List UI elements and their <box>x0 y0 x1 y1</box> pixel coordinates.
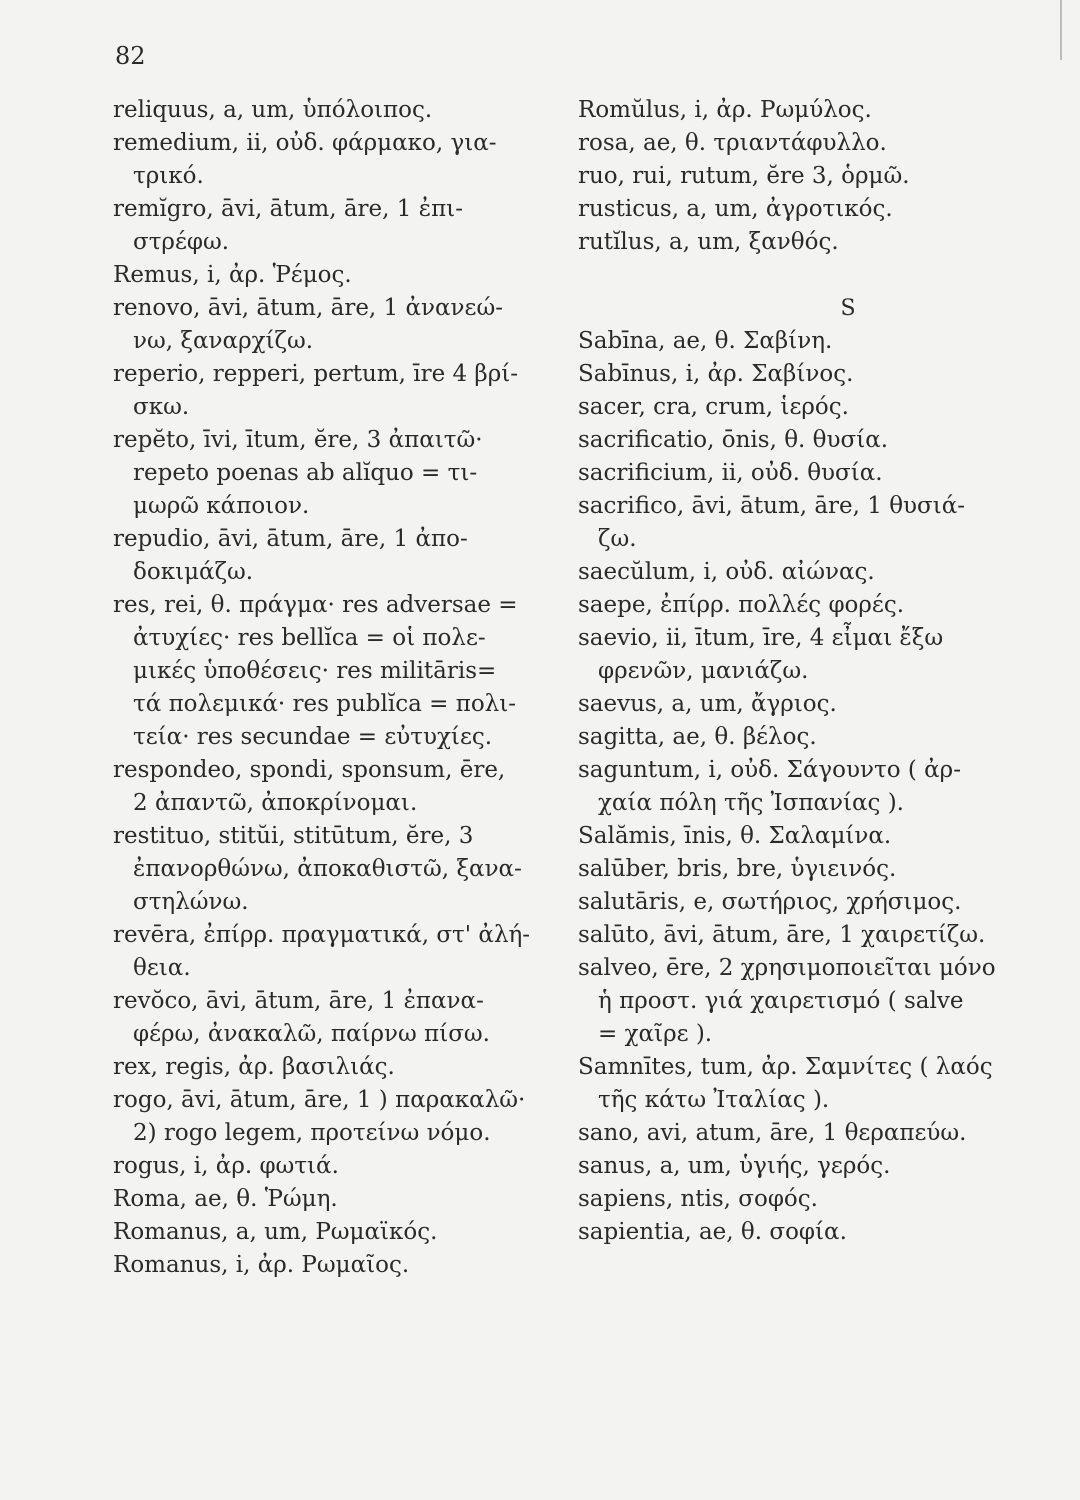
entry-continuation-line: μωρῶ κάποιον. <box>133 493 310 519</box>
entry-line: salutāris, e, σωτήριος, χρήσιμος. <box>578 889 962 915</box>
dictionary-entry <box>578 127 1008 160</box>
dictionary-entry <box>113 820 548 919</box>
entry-line: rutĭlus, a, um, ξανθός. <box>578 229 839 255</box>
entry-continuation-line: τρικό. <box>133 163 204 189</box>
entry-line: sacrificatio, ōnis, θ. θυσία. <box>578 427 889 453</box>
dictionary-entry <box>578 952 1008 1051</box>
dictionary-entry <box>578 226 1008 259</box>
dictionary-entry <box>113 424 548 523</box>
entry-continuation-line: repeto poenas ab alĭquo = τι- <box>133 460 478 486</box>
entry-continuation-line: τά πολεμικά· res publĭca = πολι- <box>133 691 517 717</box>
dictionary-entry <box>578 1183 1008 1216</box>
entry-continuation-line: ἡ προστ. γιά χαιρετισμό ( salve <box>598 988 964 1014</box>
entry-continuation-line: θεια. <box>133 955 191 981</box>
entry-line: saepe, ἐπίρρ. πολλές φορές. <box>578 592 905 618</box>
entry-line: salveo, ēre, 2 χρησιμοποιεῖται μόνο <box>578 955 996 981</box>
dictionary-entry <box>578 193 1008 226</box>
dictionary-entry <box>113 358 548 424</box>
dictionary-entry <box>578 589 1008 622</box>
entry-line: Salămis, īnis, θ. Σαλαμίνα. <box>578 823 892 849</box>
dictionary-entry <box>113 1183 548 1216</box>
entry-line: sacrifico, āvi, ātum, āre, 1 θυσιά- <box>578 493 966 519</box>
dictionary-entry <box>578 457 1008 490</box>
entry-continuation-line: τεία· res secundae = εὐτυχίες. <box>133 724 493 750</box>
dictionary-entry <box>113 589 548 754</box>
page-edge-line <box>1060 0 1062 60</box>
entry-line: reliquus, a, um, ὑπόλοιπος. <box>113 97 433 123</box>
entry-line: Sabīna, ae, θ. Σαβίνη. <box>578 328 833 354</box>
dictionary-entry <box>578 391 1008 424</box>
entry-line: reperio, repperi, pertum, īre 4 βρί- <box>113 361 519 387</box>
entry-line: rusticus, a, um, ἀγροτικός. <box>578 196 893 222</box>
entry-line: saevus, a, um, ἄγριος. <box>578 691 837 717</box>
dictionary-entry <box>578 556 1008 589</box>
dictionary-entry <box>113 1051 548 1084</box>
entry-line: repĕto, īvi, ītum, ĕre, 3 ἀπαιτῶ· <box>113 427 483 453</box>
entry-line: saevio, ii, ītum, īre, 4 εἶμαι ἔξω <box>578 625 944 651</box>
entry-continuation-line: φρενῶν, μανιάζω. <box>598 658 809 684</box>
entry-line: revēra, ἐπίρρ. πραγματικά, στ' ἀλή- <box>113 922 531 948</box>
entry-line: sano, avi, atum, āre, 1 θεραπεύω. <box>578 1120 967 1146</box>
dictionary-entry <box>113 1249 548 1282</box>
dictionary-entry <box>113 1216 548 1249</box>
entry-line: salūber, bris, bre, ὑγιεινός. <box>578 856 897 882</box>
entry-line: Romŭlus, i, ἀρ. Ρωμύλος. <box>578 97 872 123</box>
entry-line: sacer, cra, crum, ἱερός. <box>578 394 849 420</box>
dictionary-entry <box>113 193 548 259</box>
page-number: 82 <box>115 42 146 70</box>
entry-line: renovo, āvi, ātum, āre, 1 ἀνανεώ- <box>113 295 503 321</box>
dictionary-entry <box>578 919 1008 952</box>
entry-line: Roma, ae, θ. Ῥώμη. <box>113 1186 338 1212</box>
dictionary-entry <box>113 985 548 1051</box>
entry-continuation-line: ζω. <box>598 526 637 552</box>
entry-continuation-line: στηλώνω. <box>133 889 249 915</box>
dictionary-entry <box>578 424 1008 457</box>
entry-line: revŏco, āvi, ātum, āre, 1 ἐπανα- <box>113 988 484 1014</box>
left-column <box>113 94 548 1282</box>
entry-continuation-line: 2) rogo legem, προτείνω νόμο. <box>133 1120 491 1146</box>
entry-continuation-line: δοκιμάζω. <box>133 559 254 585</box>
entry-line: repudio, āvi, ātum, āre, 1 ἀπο- <box>113 526 468 552</box>
right-column-top-entries <box>578 94 1008 259</box>
section-spacer <box>578 259 1008 292</box>
entry-continuation-line: σκω. <box>133 394 190 420</box>
entry-continuation-line: ἐπανορθώνω, ἀποκαθιστῶ, ξανα- <box>133 856 522 882</box>
entry-line: salūto, āvi, ātum, āre, 1 χαιρετίζω. <box>578 922 986 948</box>
entry-line: saguntum, i, οὐδ. Σάγουντο ( ἀρ- <box>578 757 961 783</box>
entry-continuation-line: χαία πόλη τῆς Ἰσπανίας ). <box>598 790 904 816</box>
entry-line: Romanus, a, um, Ρωμαϊκός. <box>113 1219 438 1245</box>
entry-line: respondeo, spondi, sponsum, ēre, <box>113 757 506 783</box>
entry-continuation-line: τῆς κάτω Ἰταλίας ). <box>598 1087 830 1113</box>
entry-line: sapiens, ntis, σοφός. <box>578 1186 818 1212</box>
entry-line: rogus, i, ἀρ. φωτιά. <box>113 1153 339 1179</box>
dictionary-entry <box>578 1051 1008 1117</box>
dictionary-entry <box>113 754 548 820</box>
dictionary-entry <box>113 1084 548 1150</box>
entry-continuation-line: ἀτυχίες· res bellĭca = οἱ πολε- <box>133 625 486 651</box>
entry-continuation-line: 2 ἀπαντῶ, ἀποκρίνομαι. <box>133 790 418 816</box>
right-column <box>578 94 1008 1249</box>
entry-continuation-line: νω, ξαναρχίζω. <box>133 328 314 354</box>
dictionary-entry <box>113 292 548 358</box>
entry-line: Romanus, i, ἀρ. Ρωμαῖος. <box>113 1252 410 1278</box>
dictionary-entry <box>578 886 1008 919</box>
dictionary-entry <box>113 259 548 292</box>
dictionary-entry <box>578 688 1008 721</box>
entry-line: res, rei, θ. πράγμα· res adversae = <box>113 592 518 618</box>
entry-line: Sabīnus, i, ἀρ. Σαβίνος. <box>578 361 854 387</box>
dictionary-entry <box>113 1150 548 1183</box>
dictionary-entry <box>113 94 548 127</box>
entry-line: sanus, a, um, ὑγιής, γερός. <box>578 1153 891 1179</box>
entry-line: rogo, āvi, ātum, āre, 1 ) παρακαλῶ· <box>113 1087 526 1113</box>
dictionary-entry <box>578 358 1008 391</box>
dictionary-entry <box>578 94 1008 127</box>
entry-line: rosa, ae, θ. τριαντάφυλλο. <box>578 130 887 156</box>
dictionary-entry <box>578 820 1008 853</box>
dictionary-entry <box>578 754 1008 820</box>
entry-line: sagitta, ae, θ. βέλος. <box>578 724 817 750</box>
entry-line: remedium, ii, οὐδ. φάρμακο, για- <box>113 130 497 156</box>
dictionary-entry <box>578 1150 1008 1183</box>
dictionary-entry <box>578 853 1008 886</box>
entry-line: Remus, i, ἀρ. Ῥέμος. <box>113 262 352 288</box>
entry-line: saecŭlum, i, οὐδ. αἰώνας. <box>578 559 875 585</box>
entry-line: sapientia, ae, θ. σοφία. <box>578 1219 847 1245</box>
entry-continuation-line: φέρω, ἀνακαλῶ, παίρνω πίσω. <box>133 1021 490 1047</box>
entry-line: Samnītes, tum, ἀρ. Σαμνίτες ( λαός <box>578 1054 993 1080</box>
dictionary-entry <box>578 1117 1008 1150</box>
dictionary-entry <box>578 160 1008 193</box>
entry-line: sacrificium, ii, οὐδ. θυσία. <box>578 460 883 486</box>
entry-continuation-line: = χαῖρε ). <box>598 1021 713 1047</box>
dictionary-entry <box>113 523 548 589</box>
dictionary-entry <box>578 1216 1008 1249</box>
dictionary-entry <box>113 127 548 193</box>
dictionary-entry <box>113 919 548 985</box>
entry-line: rex, regis, ἀρ. βασιλιάς. <box>113 1054 395 1080</box>
entry-continuation-line: στρέφω. <box>133 229 230 255</box>
right-column-bottom-entries <box>578 325 1008 1249</box>
dictionary-entry <box>578 325 1008 358</box>
entry-continuation-line: μικές ὑποθέσεις· res militāris= <box>133 658 497 684</box>
section-letter: S <box>840 296 856 321</box>
dictionary-entry <box>578 490 1008 556</box>
dictionary-entry <box>578 721 1008 754</box>
entry-line: restituo, stitŭi, stitūtum, ĕre, 3 <box>113 823 474 849</box>
entry-line: remĭgro, āvi, ātum, āre, 1 ἐπι- <box>113 196 463 222</box>
entry-line: ruo, rui, rutum, ĕre 3, ὁρμῶ. <box>578 163 910 189</box>
dictionary-entry <box>578 622 1008 688</box>
